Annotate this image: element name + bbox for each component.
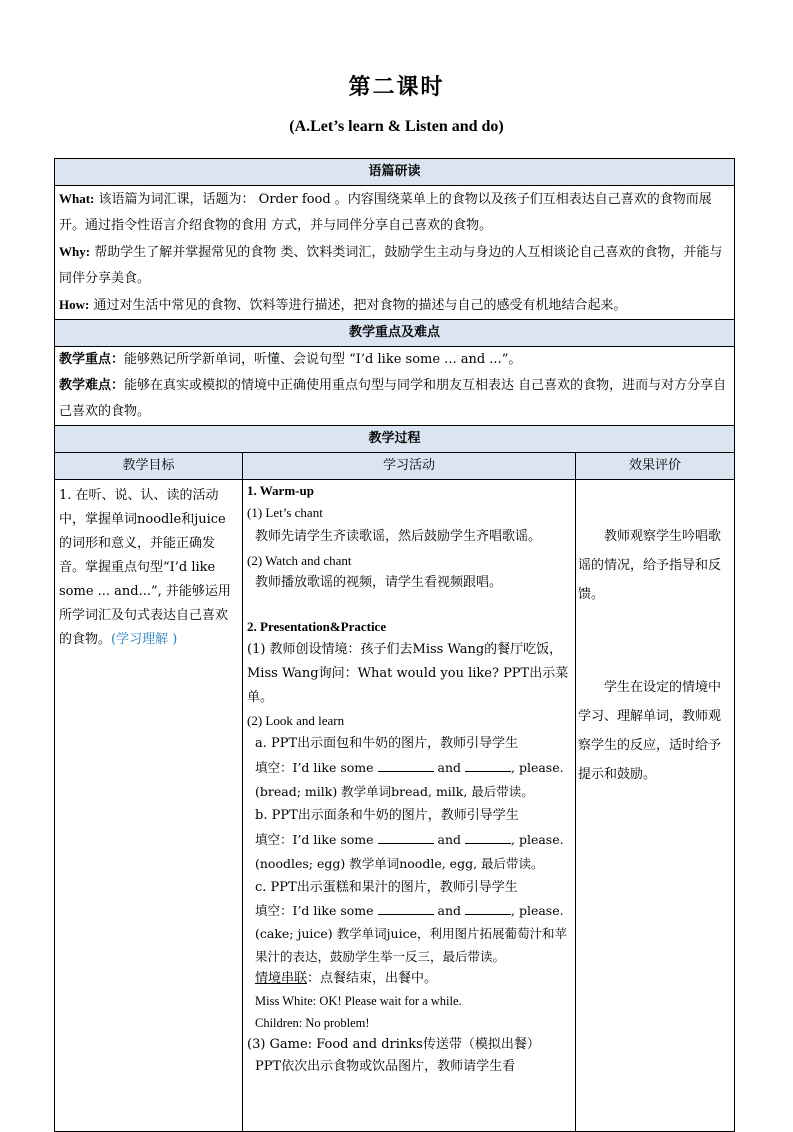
step-c (247, 876, 571, 968)
chant-text: 教师先请学生齐读歌谣，然后鼓励学生齐唱歌谣。 (255, 529, 542, 544)
step-b-text: b. PPT出示面条和牛奶的图片，教师引导学生 (255, 808, 519, 823)
difficulty-text: 能够在真实或模拟的情境中正确使用重点句型与同学和朋友互相表达 自己喜欢的食物，进而与对方分享自己喜欢的食物。 (59, 378, 727, 419)
step-b (247, 804, 571, 876)
dialog-line-2: Children: No problem! (255, 1016, 370, 1030)
difficulty-paragraph (59, 373, 730, 425)
how-label: How: (59, 297, 90, 312)
fill-line-a (255, 756, 571, 780)
objective-text: 1. 在听、说、认、读的活动中，掌握单词noodle和juice的词形和意义，并能正确发音。掌握重点句型“I’d like some ... and...”, 并能够运用所学词汇及句式表达自己喜欢的食物。 (59, 488, 231, 647)
what-label: What: (59, 191, 95, 206)
blank-1 (378, 831, 434, 844)
why-label: Why: (59, 244, 91, 259)
step-a-text: a. PPT出示面包和牛奶的图片，教师引导学生 (255, 736, 519, 751)
scene-label: 情境串联 (255, 971, 308, 986)
look-learn-title: (2) Look and learn (247, 713, 345, 728)
fill-and: and (437, 760, 462, 775)
blank-1 (378, 759, 434, 772)
blank-2 (465, 902, 511, 915)
fill-and: and (437, 832, 462, 847)
fill-please: , please. (511, 832, 564, 847)
step-c-words: (cake; juice) 教学单词juice，利用图片拓展葡萄汁和苹果汁的表达，鼓励学生举一反三，最后带读。 (255, 926, 567, 964)
page-title: 第二课时 (348, 74, 445, 100)
objective-cell (55, 480, 243, 1132)
fill-line-b (255, 828, 571, 852)
what-paragraph (59, 186, 730, 239)
fill-please: , please. (511, 760, 564, 775)
presentation-step1: (1) 教师创设情境：孩子们去Miss Wang的餐厅吃饭，Miss Wang询问：What would you like? PPT出示菜单。 (247, 642, 569, 705)
evaluation-1: 教师观察学生吟唱歌谣的情况，给予指导和反馈。 (578, 529, 722, 602)
evaluation-2: 学生在设定的情境中学习、理解单词，教师观察学生的反应，适时给予提示和鼓励。 (578, 680, 722, 782)
fill-prefix: 填空：I’d like some (255, 903, 374, 918)
blank-2 (465, 759, 511, 772)
watch-text: 教师播放歌谣的视频，请学生看视频跟唱。 (255, 575, 503, 590)
scene-text: ：点餐结束，出餐中。 (307, 971, 438, 986)
difficulty-label: 教学难点： (59, 378, 125, 393)
fill-and: and (437, 903, 462, 918)
fill-please: , please. (511, 903, 564, 918)
fill-line-c (255, 899, 571, 922)
chant-title: (1) Let’s chant (247, 505, 323, 520)
watch-title: (2) Watch and chant (247, 553, 352, 568)
text-analysis-cell (55, 186, 735, 320)
lesson-plan-table (54, 158, 735, 1132)
section-heading-text-analysis: 语篇研读 (55, 159, 735, 186)
game-text: PPT依次出示食物或饮品图片，教师请学生看 (255, 1059, 516, 1074)
column-header-activity: 学习活动 (243, 453, 576, 480)
blank-2 (465, 831, 511, 844)
scene-line (247, 968, 571, 990)
warmup-title: 1. Warm-up (247, 483, 314, 498)
key-point-paragraph (59, 347, 730, 373)
dialog-line-1: Miss White: OK! Please wait for a while. (255, 994, 462, 1008)
activity-cell (243, 480, 576, 1132)
step-b-words: (noodles; egg) 教学单词noodle, egg, 最后带读。 (255, 856, 544, 871)
key-point-label: 教学重点： (59, 352, 125, 367)
fill-prefix: 填空：I’d like some (255, 760, 374, 775)
what-text: 该语篇为词汇课，话题为： Order food 。内容围绕菜单上的食物以及孩子们互相表达自己喜欢的食物而展开。通过指令性语言介绍食物的食用 方式，并与同伴分享自己喜欢的食物。 (59, 192, 712, 233)
why-text: 帮助学生了解并掌握常见的食物 类、饮料类词汇，鼓励学生主动与身边的人互相谈论自己喜欢的食物，并能与同伴分享美食。 (59, 245, 723, 286)
how-paragraph (59, 292, 730, 319)
key-points-cell (55, 347, 735, 426)
why-paragraph (59, 239, 730, 292)
section-heading-key-points: 教学重点及难点 (55, 320, 735, 347)
evaluation-cell (576, 480, 735, 1132)
key-point-text: 能够熟记所学新单词，听懂、会说句型 “I’d like some ... and ...”。 (124, 352, 522, 367)
game-title: (3) Game: Food and drinks传送带（模拟出餐） (247, 1037, 540, 1052)
step-a-words: (bread; milk) 教学单词bread, milk, 最后带读。 (255, 784, 534, 799)
fill-prefix: 填空：I’d like some (255, 832, 374, 847)
presentation-title: 2. Presentation&Practice (247, 619, 387, 634)
section-heading-teaching-process: 教学过程 (55, 426, 735, 453)
step-a (247, 732, 571, 804)
column-header-evaluation: 效果评价 (576, 453, 735, 480)
column-header-objective: 教学目标 (55, 453, 243, 480)
step-c-text: c. PPT出示蛋糕和果汁的图片，教师引导学生 (255, 880, 518, 895)
objective-tag: (学习理解 ) (111, 632, 178, 647)
how-text: 通过对生活中常见的食物、饮料等进行描述，把对食物的描述与自己的感受有机地结合起来。 (89, 298, 627, 313)
page-subtitle: (A.Let’s learn & Listen and do) (289, 118, 504, 135)
blank-1 (378, 902, 434, 915)
